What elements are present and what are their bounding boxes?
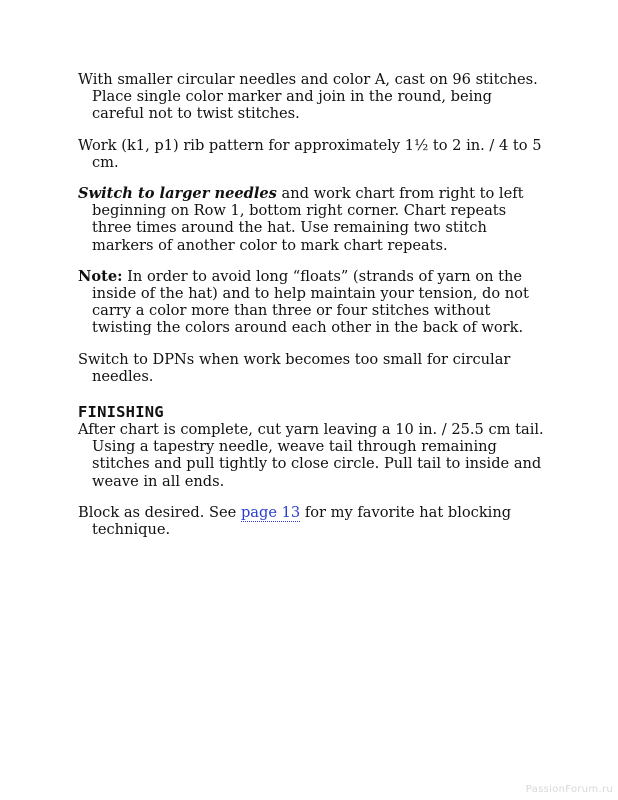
page-13-link[interactable]: page 13 xyxy=(240,503,301,521)
paragraph-note xyxy=(78,268,548,337)
block-text-before: Block as desired. See xyxy=(78,503,241,521)
finishing-heading: FINISHING xyxy=(78,403,164,422)
paragraph-rib-pattern xyxy=(78,137,548,171)
switch-needles-emphasis: Switch to larger needles xyxy=(78,185,277,203)
note-label: Note: xyxy=(78,267,123,285)
paragraph-cast-on xyxy=(78,71,548,123)
watermark: PassionForum.ru xyxy=(525,784,613,795)
paragraph-rib-pattern-text: Work (k1, p1) rib pattern for approximately 1½ to 2 in. / 4 to 5 cm. xyxy=(78,136,542,171)
switch-needles-text: and work chart from right to left beginning on Row 1, bottom right corner. Chart repeats three times around the hat. Use remaining two stitch markers of another color to mark chart repeats. xyxy=(92,185,524,254)
paragraph-switch-needles xyxy=(78,185,548,254)
paragraph-switch-dpns-text: Switch to DPNs when work becomes too small for circular needles. xyxy=(78,350,511,385)
paragraph-switch-dpns xyxy=(78,351,548,385)
paragraph-finishing xyxy=(78,421,548,490)
document-page xyxy=(78,71,548,552)
paragraph-finishing-text: After chart is complete, cut yarn leaving a 10 in. / 25.5 cm tail. Using a tapestry needle, weave tail through remaining stitches and pull tightly to close circle. Pull tail to inside and weave in all ends. xyxy=(78,421,544,490)
paragraph-cast-on-text: With smaller circular needles and color A, cast on 96 stitches. Place single color marker and join in the round, being careful not to twist stitches. xyxy=(78,71,538,123)
block-text-after: for my favorite hat blocking technique. xyxy=(92,503,512,539)
paragraph-block xyxy=(78,504,548,538)
note-text: In order to avoid long “floats” (strands of yarn on the inside of the hat) and to help maintain your tension, do not carry a color more than three or four stitches without twisting the colors around each other in the back of work. xyxy=(92,267,529,337)
